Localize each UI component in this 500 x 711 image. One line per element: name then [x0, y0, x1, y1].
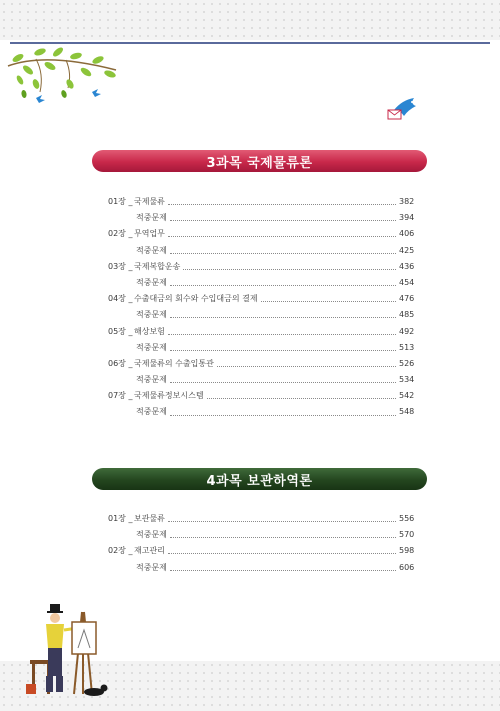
- page-number: 394: [399, 213, 415, 223]
- page-number: 406: [399, 229, 415, 239]
- page-number: 570: [399, 530, 415, 540]
- toc-entry: [108, 275, 413, 291]
- chapter-number: 05장 _: [108, 326, 133, 336]
- dot-leader: [170, 349, 396, 351]
- entry-title: 국제물류: [134, 197, 165, 206]
- entry-title: 국제물류의 수출입통관: [134, 358, 214, 368]
- chapter-number: 06장 _: [108, 358, 133, 368]
- entry-title: 적중문제: [136, 342, 167, 352]
- painter-illustration: [22, 600, 112, 698]
- toc-entry: [108, 194, 413, 210]
- toc-entry: [108, 324, 413, 340]
- toc-entry: [108, 404, 413, 420]
- section-4-banner: 4과목 보관하역론: [92, 468, 427, 490]
- dot-leader: [168, 203, 396, 205]
- page-number: 542: [399, 391, 415, 401]
- dot-leader: [170, 316, 396, 318]
- entry-title: 국제복합운송: [134, 261, 181, 271]
- page-number: 526: [399, 358, 415, 368]
- entry-title: 적중문제: [136, 375, 167, 385]
- dot-leader: [170, 536, 396, 538]
- toc-entry: [108, 307, 413, 323]
- entry-title: 무역업무: [134, 229, 165, 239]
- toc-entry: [108, 340, 413, 356]
- dot-leader: [170, 414, 396, 416]
- entry-title: 적중문제: [136, 213, 167, 223]
- entry-title: 보관물류: [134, 514, 165, 523]
- dot-leader: [261, 300, 396, 302]
- chapter-number: 07장 _: [108, 391, 133, 401]
- dot-leader: [170, 284, 396, 286]
- toc-entry: [108, 543, 413, 559]
- toc-entry: [108, 356, 413, 372]
- bird-letter-icon: [386, 96, 420, 122]
- page-number: 606: [399, 562, 415, 572]
- toc-entry: [108, 210, 413, 226]
- page-number: 556: [399, 514, 415, 523]
- toc-entry: [108, 226, 413, 242]
- page-number: 454: [399, 277, 415, 287]
- chapter-number: 01장 _: [108, 514, 133, 523]
- entry-title: 적중문제: [136, 530, 167, 540]
- dot-leader: [183, 268, 396, 270]
- toc-entry: [108, 259, 413, 275]
- entry-title: 재고관리: [134, 546, 165, 556]
- page-number: 492: [399, 326, 415, 336]
- entry-title: 적중문제: [136, 310, 167, 320]
- page-number: 382: [399, 197, 415, 206]
- page-number: 436: [399, 261, 415, 271]
- entry-title: 해상보험: [134, 326, 165, 336]
- entry-title: 국제물류정보시스템: [134, 391, 204, 401]
- toc-entry: [108, 388, 413, 404]
- page-number: 425: [399, 245, 415, 255]
- page-number: 485: [399, 310, 415, 320]
- branch-leaves-icon: [6, 44, 118, 114]
- dot-leader: [207, 397, 396, 399]
- dot-leader: [168, 235, 396, 237]
- page-number: 534: [399, 375, 415, 385]
- dot-leader: [170, 381, 396, 383]
- dot-leader: [168, 333, 396, 335]
- toc-entry: [108, 243, 413, 259]
- toc-entry: [108, 291, 413, 307]
- dot-leader: [170, 252, 396, 254]
- entry-title: 수출대금의 회수와 수입대금의 결제: [134, 294, 258, 304]
- page-number: 476: [399, 294, 415, 304]
- section-3-banner: 3과목 국제물류론: [92, 150, 427, 172]
- page-number: 598: [399, 546, 415, 556]
- toc-entry: [108, 511, 413, 527]
- chapter-number: 04장 _: [108, 294, 133, 304]
- page-number: 548: [399, 407, 415, 417]
- dot-leader: [170, 569, 396, 571]
- chapter-number: 02장 _: [108, 546, 133, 556]
- entry-title: 적중문제: [136, 245, 167, 255]
- entry-title: 적중문제: [136, 562, 167, 572]
- toc-entry: [108, 527, 413, 543]
- chapter-number: 03장 _: [108, 261, 133, 271]
- toc-entry: [108, 560, 413, 576]
- dot-leader: [168, 552, 396, 554]
- top-dotted-band: [0, 0, 500, 40]
- section-3-toc: [108, 194, 413, 421]
- dot-leader: [170, 219, 396, 221]
- chapter-number: 02장 _: [108, 229, 133, 239]
- dot-leader: [168, 520, 396, 522]
- page-number: 513: [399, 342, 415, 352]
- entry-title: 적중문제: [136, 407, 167, 417]
- dot-leader: [217, 365, 396, 367]
- section-4-toc: [108, 511, 413, 576]
- chapter-number: 01장 _: [108, 197, 133, 206]
- entry-title: 적중문제: [136, 277, 167, 287]
- toc-entry: [108, 372, 413, 388]
